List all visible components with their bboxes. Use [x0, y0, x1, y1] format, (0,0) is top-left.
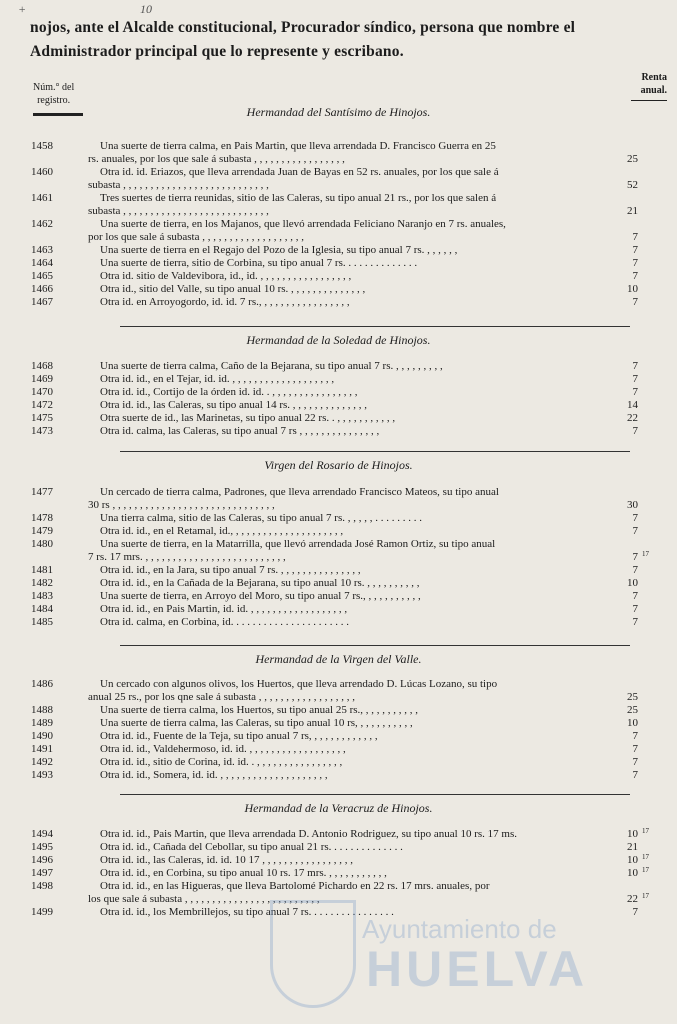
entry-description: subasta , , , , , , , , , , , , , , , , , , , , , , , , , , ,	[88, 179, 269, 191]
renta-value: 30	[627, 499, 638, 511]
entry-description: Un cercado de tierra calma, Padrones, que lleva arrendado Francisco Mateos, su tipo anual	[100, 486, 499, 498]
entry-description: Otra suerte de id., las Marinetas, su tipo anual 22 rs. . , , , , , , , , , , ,	[100, 412, 396, 424]
renta-value: 7	[632, 386, 638, 398]
registro-number: 1484	[31, 603, 53, 615]
renta-value: 7	[632, 512, 638, 524]
renta-value: 10	[627, 854, 638, 866]
entry-description: Otra id. id., los Membrillejos, su tipo anual 7 rs. . . . . . . . . . . . . . . .	[100, 906, 394, 918]
renta-superscript: 17	[642, 866, 649, 874]
section-title: Hermandad de la Veracruz de Hinojos.	[244, 801, 433, 815]
section-title: Hermandad de la Virgen del Valle.	[255, 652, 422, 666]
renta-superscript: 17	[642, 853, 649, 861]
section-rule	[120, 645, 630, 646]
entry-description: Un cercado con algunos olivos, los Huertos, que lleva arrendado D. Lúcas Lozano, su tipo	[100, 678, 498, 690]
renta-value: 7	[632, 373, 638, 385]
registro-number: 1497	[31, 867, 53, 879]
renta-value: 10	[627, 867, 638, 879]
entry-description: Una suerte de tierra en el Regajo del Pozo de la Iglesia, su tipo anual 7 rs. , , , , , ,	[100, 244, 458, 256]
watermark-shield-icon	[270, 900, 356, 1008]
renta-value: 22	[627, 893, 638, 905]
header-right-line1: Renta	[641, 72, 667, 83]
renta-superscript: 17	[642, 892, 649, 900]
renta-value: 25	[627, 153, 638, 165]
entry-description: los que sale á subasta , , , , , , , , , , , , , , , , , , , , , , , , ,	[88, 893, 320, 905]
registro-number: 1483	[31, 590, 53, 602]
renta-superscript: 17	[642, 827, 649, 835]
entry-description: rs. anuales, por los que sale á subasta , , , , , , , , , , , , , , , , ,	[88, 153, 345, 165]
entry-description: por los que sale á subasta , , , , , , , , , , , , , , , , , , ,	[88, 231, 304, 243]
entry-description: Una suerte de tierra, en la Matarrilla, que llevó arrendada José Ramon Ortiz, su tipo anual	[100, 538, 496, 550]
entry-description: Otra id. id., Valdehermoso, id. id. , , , , , , , , , , , , , , , , , ,	[100, 743, 346, 755]
section-rule	[120, 451, 630, 452]
renta-value: 22	[627, 412, 638, 424]
registro-number: 1466	[31, 283, 53, 295]
entry-description: Otra id. id., en el Tejar, id. id. , , , , , , , , , , , , , , , , , , ,	[100, 373, 335, 385]
renta-value: 21	[627, 205, 638, 217]
renta-value: 7	[632, 743, 638, 755]
entry-description: Otra id. calma, en Corbina, id. . . . . . . . . . . . . . . . . . . . . .	[100, 616, 349, 628]
registro-number: 1495	[31, 841, 53, 853]
renta-value: 21	[627, 841, 638, 853]
entry-description: Otra id. id., Cañada del Cebollar, su tipo anual 21 rs. . . . . . . . . . . . . .	[100, 841, 403, 853]
intro-line-1: nojos, ante el Alcalde constitucional, Procurador síndico, persona que nombre el	[30, 19, 576, 36]
entry-description: Otra id., sitio del Valle, su tipo anual 10 rs. , , , , , , , , , , , , , ,	[100, 283, 366, 295]
entry-description: Otra id. id., sitio de Corina, id. id. . , , , , , , , , , , , , , , , ,	[100, 756, 343, 768]
column-header-renta	[641, 71, 667, 97]
registro-number: 1464	[31, 257, 53, 269]
registro-number: 1467	[31, 296, 53, 308]
entry-description: Una tierra calma, sitio de las Caleras, su tipo anual 7 rs. , , , , , . . . . . . . . .	[100, 512, 422, 524]
registro-number: 1489	[31, 717, 53, 729]
registro-number: 1488	[31, 704, 53, 716]
renta-value: 7	[632, 231, 638, 243]
renta-value: 10	[627, 577, 638, 589]
renta-value: 7	[632, 551, 638, 563]
entry-description: Otra id. calma, las Caleras, su tipo anual 7 rs , , , , , , , , , , , , , , ,	[100, 425, 380, 437]
intro-paragraph	[30, 16, 670, 64]
entry-description: Otra id. en Arroyogordo, id. id. 7 rs., , , , , , , , , , , , , , , , ,	[100, 296, 350, 308]
entry-description: Otra id. id., en la Jara, su tipo anual 7 rs. , , , , , , , , , , , , , , ,	[100, 564, 361, 576]
renta-value: 7	[632, 603, 638, 615]
registro-number: 1480	[31, 538, 53, 550]
entry-description: 30 rs , , , , , , , , , , , , , , , , , , , , , , , , , , , , , ,	[88, 499, 275, 511]
renta-value: 7	[632, 756, 638, 768]
watermark-line1: Ayuntamiento de	[362, 914, 557, 944]
renta-value: 10	[627, 283, 638, 295]
registro-number: 1485	[31, 616, 53, 628]
column-header-registro	[33, 81, 74, 107]
entry-description: Otra id. id., en la Cañada de la Bejarana, su tipo anual 10 rs. , , , , , , , , , ,	[100, 577, 420, 589]
registro-number: 1491	[31, 743, 53, 755]
registro-number: 1492	[31, 756, 53, 768]
registro-number: 1463	[31, 244, 53, 256]
handwritten-page-number: 10	[140, 2, 152, 16]
entry-description: Una suerte de tierra calma, los Huertos, su tipo anual 25 rs., , , , , , , , , , ,	[100, 704, 419, 716]
renta-value: 14	[627, 399, 638, 411]
intro-line-2: Administrador principal que lo represente y escribano.	[30, 43, 404, 60]
registro-number: 1499	[31, 906, 53, 918]
entry-description: Una suerte de tierra calma, en Pais Martin, que lleva arrendada D. Francisco Guerra en 25	[100, 140, 496, 152]
section-title: Hermandad del Santísimo de Hinojos.	[246, 105, 431, 119]
header-left-line1: Núm.° del	[33, 82, 75, 93]
entry-description: Otra id. id., Fuente de la Teja, su tipo anual 7 rs, , , , , , , , , , , , ,	[100, 730, 378, 742]
entry-description: Una suerte de tierra calma, las Caleras, su tipo anual 10 rs, , , , , , , , , , ,	[100, 717, 413, 729]
entry-description: Una suerte de tierra calma, Caño de la Bejarana, su tipo anual 7 rs. , , , , , , , , ,	[100, 360, 443, 372]
page-mark: +	[18, 2, 27, 16]
renta-value: 52	[627, 179, 638, 191]
entry-description: Otra id. id., las Caleras, su tipo anual 14 rs. , , , , , , , , , , , , , ,	[100, 399, 368, 411]
header-rule-right	[631, 100, 667, 101]
renta-value: 7	[632, 769, 638, 781]
registro-number: 1479	[31, 525, 53, 537]
header-left-line2: registro.	[37, 95, 71, 106]
watermark	[270, 900, 630, 1010]
registro-number: 1473	[31, 425, 53, 437]
entry-description: Otra id. id. Eriazos, que lleva arrendada Juan de Bayas en 52 rs. anuales, por los que sale á	[100, 166, 499, 178]
registro-number: 1462	[31, 218, 53, 230]
registro-number: 1493	[31, 769, 53, 781]
registro-number: 1472	[31, 399, 53, 411]
entry-description: Una suerte de tierra, en Arroyo del Moro, su tipo anual 7 rs., , , , , , , , , , ,	[100, 590, 421, 602]
renta-superscript: 17	[642, 550, 649, 558]
renta-value: 7	[632, 525, 638, 537]
registro-number: 1486	[31, 678, 53, 690]
header-right-line2: anual.	[640, 85, 667, 96]
entry-description: Otra id. id., las Caleras, id. id. 10 17 , , , , , , , , , , , , , , , , ,	[100, 854, 353, 866]
entry-description: Otra id. id., en el Retamal, id., , , , , , , , , , , , , , , , , , , , ,	[100, 525, 344, 537]
registro-number: 1475	[31, 412, 53, 424]
registro-number: 1498	[31, 880, 53, 892]
renta-value: 25	[627, 704, 638, 716]
registro-number: 1460	[31, 166, 53, 178]
entry-description: Tres suertes de tierra reunidas, sitio de las Caleras, su tipo anual 21 rs., por los que salen á	[100, 192, 497, 204]
entry-description: Otra id. id., en Pais Martin, id. id. , , , , , , , , , , , , , , , , , ,	[100, 603, 348, 615]
renta-value: 7	[632, 616, 638, 628]
entry-description: Otra id. id., en Corbina, su tipo anual 10 rs. 17 mrs. , , , , , , , , , , ,	[100, 867, 387, 879]
registro-number: 1482	[31, 577, 53, 589]
renta-value: 10	[627, 717, 638, 729]
renta-value: 7	[632, 360, 638, 372]
entry-description: subasta , , , , , , , , , , , , , , , , , , , , , , , , , , ,	[88, 205, 269, 217]
entry-description: 7 rs. 17 mrs. , , , , , , , , , , , , , , , , , , , , , , , , , ,	[88, 551, 286, 563]
registro-number: 1469	[31, 373, 53, 385]
renta-value: 7	[632, 730, 638, 742]
entry-description: Una suerte de tierra, sitio de Corbina, su tipo anual 7 rs. . . . . . . . . . . . . .	[100, 257, 418, 269]
renta-value: 7	[632, 425, 638, 437]
renta-value: 7	[632, 244, 638, 256]
renta-value: 7	[632, 296, 638, 308]
registro-number: 1461	[31, 192, 53, 204]
registro-number: 1470	[31, 386, 53, 398]
entry-description: anual 25 rs., por los qne sale á subasta , , , , , , , , , , , , , , , , , ,	[88, 691, 356, 703]
entry-description: Otra id. id., Somera, id. id. , , , , , , , , , , , , , , , , , , , ,	[100, 769, 328, 781]
renta-value: 7	[632, 270, 638, 282]
registro-number: 1477	[31, 486, 53, 498]
entry-description: Una suerte de tierra, en los Majanos, que llevó arrendada Feliciano Naranjo en 7 rs. anuales,	[100, 218, 506, 230]
watermark-line2: HUELVA	[366, 941, 589, 997]
registro-number: 1496	[31, 854, 53, 866]
entry-description: Otra id. id., Pais Martin, que lleva arrendada D. Antonio Rodriguez, su tipo anual 10 rs. 17 ms.	[100, 828, 518, 840]
renta-value: 25	[627, 691, 638, 703]
registro-number: 1465	[31, 270, 53, 282]
entry-description: Otra id. sitio de Valdevibora, id., id. , , , , , , , , , , , , , , , , ,	[100, 270, 352, 282]
registro-number: 1468	[31, 360, 53, 372]
registro-number: 1458	[31, 140, 53, 152]
registro-number: 1490	[31, 730, 53, 742]
registro-number: 1481	[31, 564, 53, 576]
registro-number: 1494	[31, 828, 53, 840]
registro-number: 1478	[31, 512, 53, 524]
section-title: Hermandad de la Soledad de Hinojos.	[246, 333, 431, 347]
renta-value: 7	[632, 564, 638, 576]
section-rule	[120, 326, 630, 327]
section-rule	[120, 794, 630, 795]
renta-value: 10	[627, 828, 638, 840]
renta-value: 7	[632, 906, 638, 918]
entry-description: Otra id. id., en las Higueras, que lleva Bartolomé Pichardo en 22 rs. 17 mrs. anuales, por	[100, 880, 490, 892]
section-title: Virgen del Rosario de Hinojos.	[264, 458, 413, 472]
renta-value: 7	[632, 257, 638, 269]
renta-value: 7	[632, 590, 638, 602]
entry-description: Otra id. id., Cortijo de la órden id. id. . , , , , , , , , , , , , , , , ,	[100, 386, 358, 398]
